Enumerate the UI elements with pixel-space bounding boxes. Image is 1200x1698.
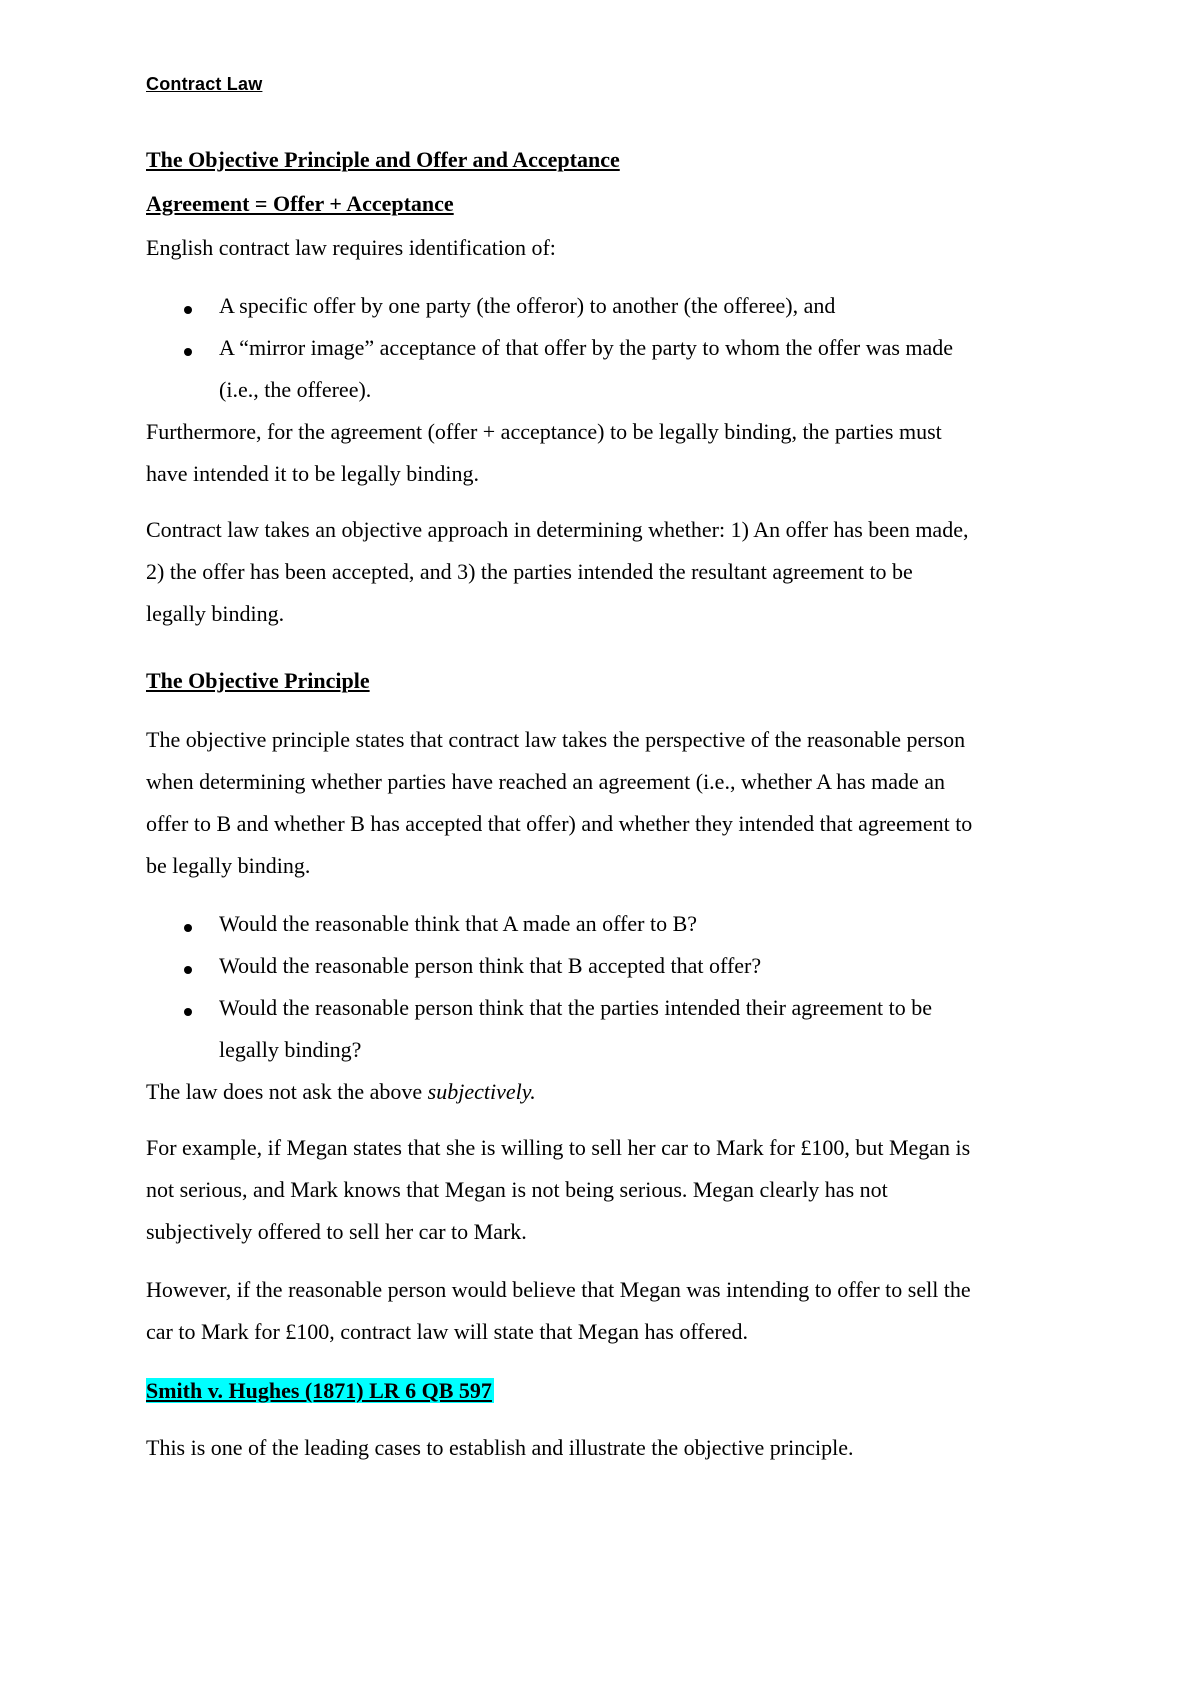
case-citation: Smith v. Hughes (1871) LR 6 QB 597 <box>146 1378 492 1403</box>
intro-lead-text: English contract law requires identification of: <box>146 235 556 260</box>
paragraph-line: offer to B and whether B has accepted that offer) and whether they intended that agreement to <box>146 811 973 836</box>
paragraph-line: For example, if Megan states that she is willing to sell her car to Mark for £100, but Megan is <box>146 1135 971 1160</box>
list-item: Would the reasonable person think that B accepted that offer? <box>219 953 762 978</box>
case-heading <box>146 1377 494 1405</box>
bullet-icon <box>184 306 192 314</box>
section-heading: The Objective Principle and Offer and Acceptance <box>146 147 620 172</box>
agreement-formula-heading: Agreement = Offer + Acceptance <box>146 191 454 216</box>
subjective-note <box>146 1078 536 1106</box>
paragraph-line: 2) the offer has been accepted, and 3) the parties intended the resultant agreement to be <box>146 559 913 584</box>
bullet-icon <box>184 924 192 932</box>
paragraph-line: have intended it to be legally binding. <box>146 461 479 486</box>
paragraph-line: be legally binding. <box>146 853 311 878</box>
list-item-continuation: (i.e., the offeree). <box>219 377 372 402</box>
list-item: Would the reasonable think that A made an offer to B? <box>219 911 698 936</box>
list-item: A specific offer by one party (the offeror) to another (the offeree), and <box>219 293 836 318</box>
note-emphasis: subjectively. <box>427 1079 536 1104</box>
note-prefix: The law does not ask the above <box>146 1079 428 1104</box>
paragraph-line: subjectively offered to sell her car to Mark. <box>146 1219 527 1244</box>
bullet-icon <box>184 348 192 356</box>
list-item: Would the reasonable person think that the parties intended their agreement to be <box>219 995 932 1020</box>
paragraph-line: Furthermore, for the agreement (offer + acceptance) to be legally binding, the parties must <box>146 419 942 444</box>
document-title: Contract Law <box>146 74 263 94</box>
list-item-continuation: legally binding? <box>219 1037 362 1062</box>
paragraph-line: Contract law takes an objective approach in determining whether: 1) An offer has been made, <box>146 517 969 542</box>
list-item: A “mirror image” acceptance of that offer by the party to whom the offer was made <box>219 335 954 360</box>
bullet-icon <box>184 966 192 974</box>
paragraph-line: However, if the reasonable person would believe that Megan was intending to offer to sell the <box>146 1277 971 1302</box>
case-description: This is one of the leading cases to establish and illustrate the objective principle. <box>146 1435 854 1460</box>
bullet-icon <box>184 1008 192 1016</box>
objective-principle-heading: The Objective Principle <box>146 668 370 693</box>
paragraph-line: not serious, and Mark knows that Megan is not being serious. Megan clearly has not <box>146 1177 888 1202</box>
paragraph-line: car to Mark for £100, contract law will state that Megan has offered. <box>146 1319 748 1344</box>
paragraph-line: when determining whether parties have reached an agreement (i.e., whether A has made an <box>146 769 945 794</box>
paragraph-line: legally binding. <box>146 601 285 626</box>
paragraph-line: The objective principle states that contract law takes the perspective of the reasonable person <box>146 727 966 752</box>
